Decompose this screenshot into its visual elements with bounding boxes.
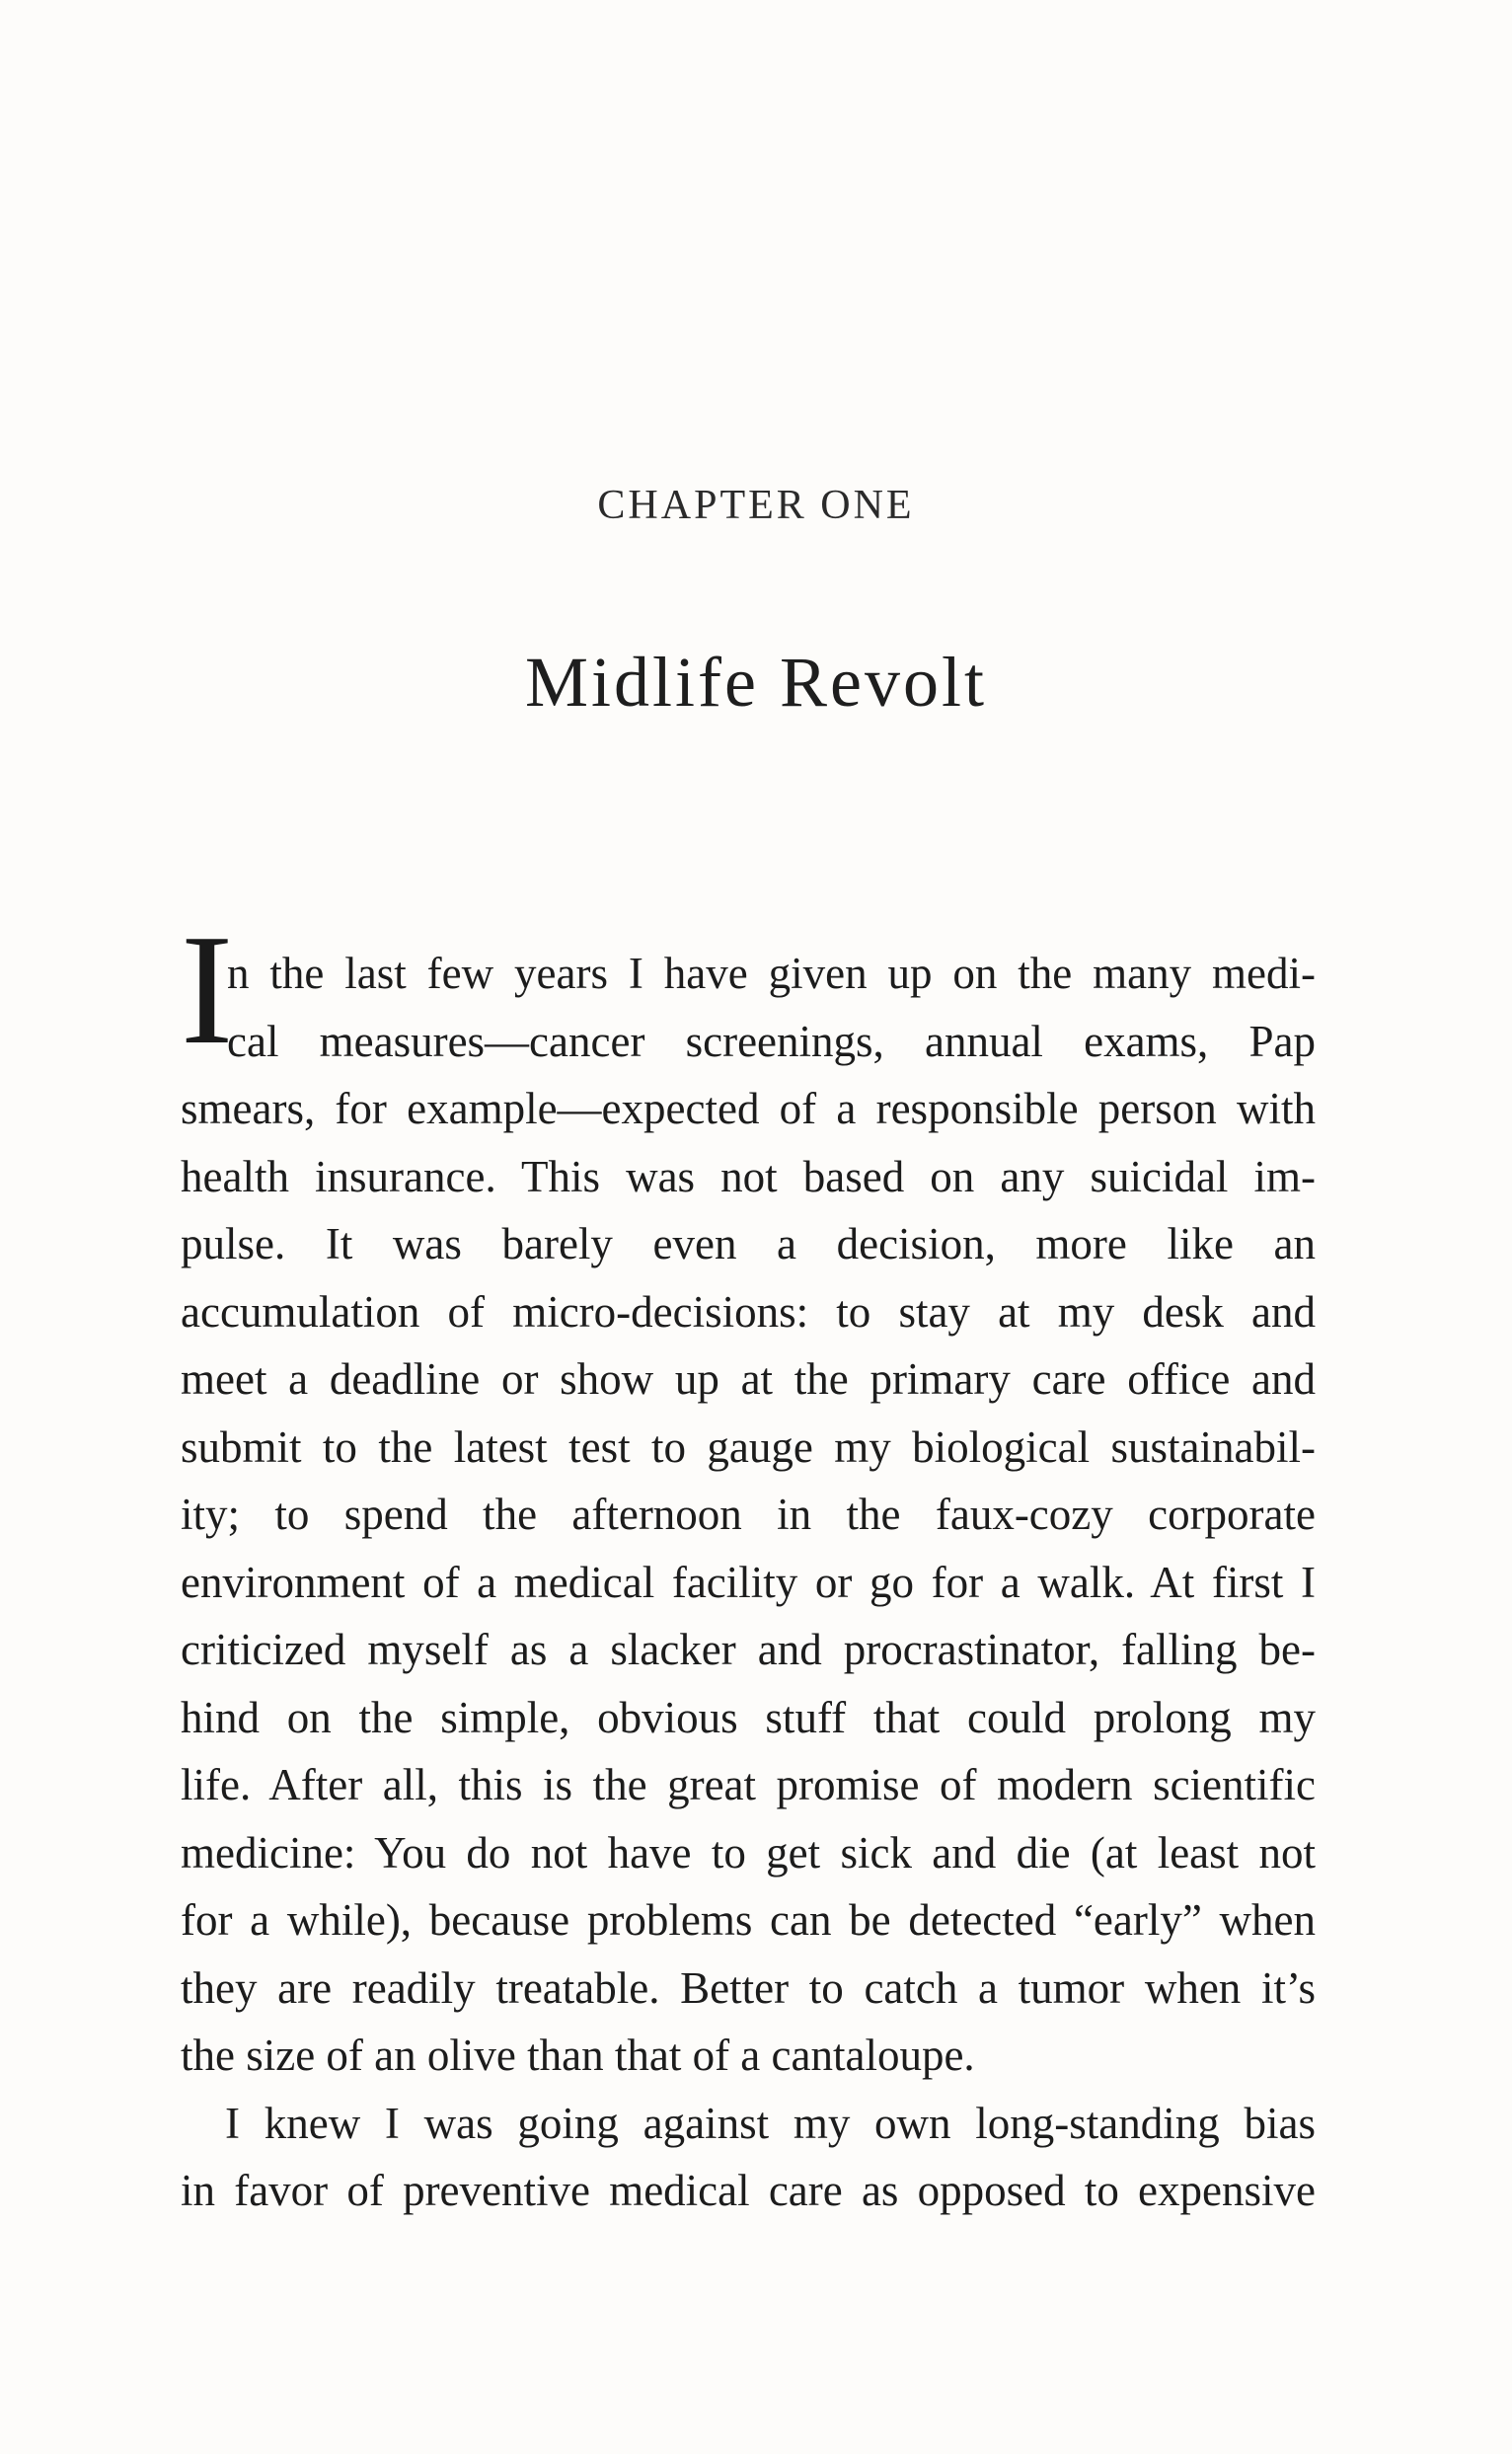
text-line: for a while), because problems can be detected “early” when	[181, 1895, 1316, 1945]
text-line: they are readily treatable. Better to catch a tumor when it’s	[181, 1962, 1316, 2013]
text-line: health insurance. This was not based on any suicidal im-	[181, 1151, 1316, 1201]
text-line: accumulation of micro-decisions: to stay at my desk and	[181, 1286, 1316, 1337]
text-line: in favor of preventive medical care as opposed to expensive	[181, 2166, 1316, 2215]
text-line: I knew I was going against my own long-standing bias	[225, 2098, 1316, 2148]
text-line: meet a deadline or show up at the primary care office and	[181, 1354, 1316, 1404]
text-line: hind on the simple, obvious stuff that could prolong my	[181, 1692, 1316, 1742]
text-line: criticized myself as a slacker and procrastinator, falling be-	[181, 1625, 1316, 1674]
text-line: life. After all, this is the great promise of modern scientific	[181, 1760, 1316, 1809]
drop-cap: I	[181, 901, 234, 1077]
paragraph-body	[181, 1075, 1316, 2225]
text-line: n the last few years I have given up on the many medi-	[227, 949, 1316, 998]
text-line: pulse. It was barely even a decision, more like an	[181, 1219, 1316, 1268]
chapter-title: Midlife Revolt	[525, 643, 987, 722]
text-line: environment of a medical facility or go for a walk. At first I	[181, 1557, 1316, 1607]
text-line: the size of an olive than that of a cantaloupe.	[181, 2031, 975, 2080]
text-line: ity; to spend the afternoon in the faux-cozy corporate	[181, 1490, 1316, 1539]
text-line: cal measures—cancer screenings, annual exams, Pap	[227, 1016, 1316, 1066]
chapter-label: CHAPTER ONE	[597, 483, 915, 528]
drop-cap-lines	[227, 940, 1316, 1075]
text-line: smears, for example—expected of a responsible person with	[181, 1084, 1316, 1133]
text-line: submit to the latest test to gauge my biological sustainabil-	[181, 1421, 1316, 1472]
text-line: medicine: You do not have to get sick and die (at least not	[181, 1827, 1316, 1878]
